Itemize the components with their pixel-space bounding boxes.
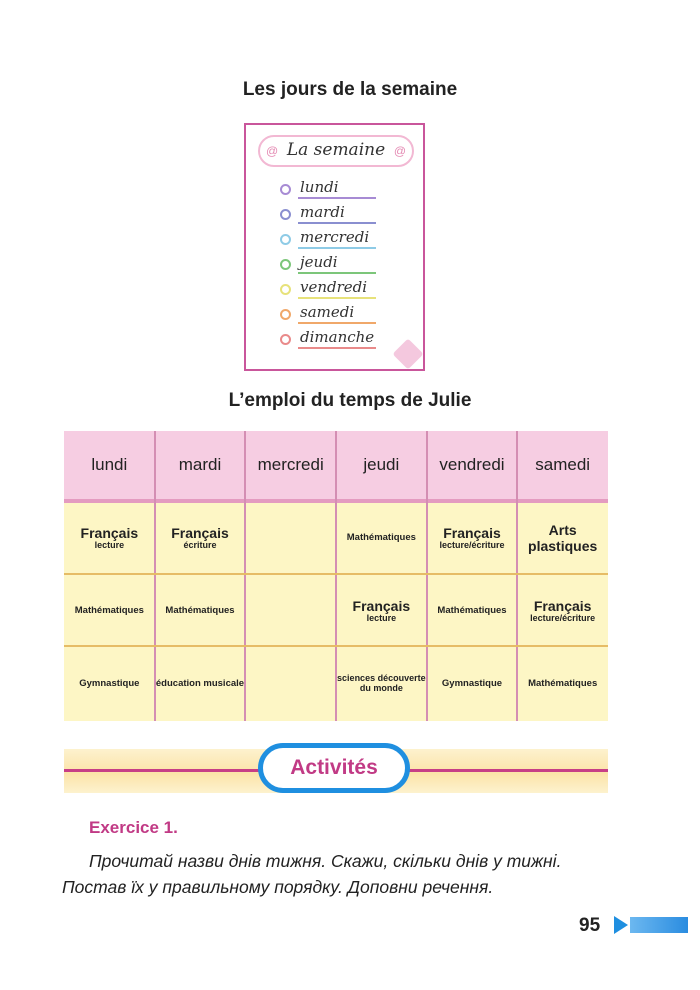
- timetable-cell: [64, 647, 155, 721]
- cell-mid-text: Mathématiques: [437, 605, 507, 617]
- timetable-cell: [64, 576, 155, 647]
- cell-mid-text: Mathématiques: [528, 677, 598, 689]
- timetable-cell: [427, 576, 518, 647]
- swirl-bullet-icon: [280, 234, 291, 245]
- cell-big-text: Français: [443, 524, 501, 541]
- day-underline: [298, 322, 376, 324]
- day-word: jeudi: [300, 253, 338, 271]
- week-card-title: La semaine: [286, 140, 386, 160]
- timetable-cell: [155, 576, 246, 647]
- timetable-header-cell: mercredi: [257, 455, 324, 474]
- cell-small-text: lecture/écriture: [439, 540, 505, 551]
- cell-big-text: Français: [80, 524, 139, 541]
- timetable-cell: [336, 647, 427, 721]
- cell-mid-text: Gymnastique: [79, 677, 140, 689]
- timetable-cell: [155, 647, 246, 721]
- timetable-title: L’emploi du temps de Julie: [228, 390, 472, 411]
- timetable-cell: [64, 503, 155, 574]
- page-arrow-icon: [614, 916, 628, 934]
- cell-big-text: Français: [171, 524, 229, 541]
- instruction-line-2: Постав їх у правильному порядку. Доповни речення.: [62, 877, 494, 897]
- timetable: [64, 431, 608, 721]
- cell-big-text: Français: [352, 597, 411, 614]
- swirl-bullet-icon: [280, 184, 291, 195]
- activities-heading: Activités: [258, 743, 410, 793]
- day-word: mardi: [300, 203, 345, 221]
- timetable-cell: [155, 503, 246, 574]
- swirl-bullet-icon: [280, 309, 291, 320]
- cell-small-text: lecture: [94, 540, 125, 551]
- timetable-cell: [245, 647, 336, 721]
- instruction-line-1: Прочитай назви днів тижня. Скажи, скільки днів у тижні.: [89, 851, 562, 871]
- day-underline: [298, 347, 376, 349]
- timetable-cell: [517, 576, 608, 647]
- cell-mid-text: Mathématiques: [165, 605, 235, 617]
- cell-mid-text: éducation musicale: [155, 677, 245, 689]
- timetable-cell: [427, 503, 518, 574]
- day-underline: [298, 222, 376, 224]
- timetable-cell: [517, 503, 608, 574]
- week-card-header: [258, 135, 414, 167]
- day-word: samedi: [300, 303, 355, 321]
- page-curl-icon: [392, 338, 423, 369]
- timetable-header-cell: samedi: [535, 455, 591, 474]
- cell-mid-text: Mathématiques: [74, 605, 144, 617]
- timetable-header-cell: mardi: [178, 455, 222, 474]
- cell-small-text: lecture: [366, 613, 397, 624]
- timetable-header-cell: vendredi: [439, 455, 505, 474]
- timetable-header-cell: jeudi: [363, 455, 400, 474]
- timetable-header-cell: lundi: [91, 455, 128, 474]
- week-card: [244, 123, 425, 371]
- cell-small-text: lecture/écriture: [530, 613, 596, 624]
- day-underline: [298, 247, 376, 249]
- cell-mid-text: Mathématiques: [346, 532, 416, 544]
- page-title: Les jours de la semaine: [242, 79, 458, 100]
- cell-big-text: Arts plastiques: [528, 522, 598, 554]
- day-word: dimanche: [300, 328, 375, 346]
- timetable-cell: [427, 647, 518, 721]
- timetable-cell: [336, 576, 427, 647]
- cell-small-text: écriture: [183, 540, 217, 551]
- day-word: vendredi: [300, 278, 368, 296]
- day-underline: [298, 297, 376, 299]
- day-underline: [298, 272, 376, 274]
- cell-big-text: Français: [533, 597, 592, 614]
- page-number: 95: [579, 915, 601, 936]
- swirl-right-icon: @: [393, 144, 406, 158]
- timetable-cell: [336, 503, 427, 574]
- day-word: mercredi: [300, 228, 370, 246]
- exercise-title: Exercice 1.: [89, 818, 178, 837]
- cell-small-text: sciences découverte du monde: [337, 673, 426, 693]
- timetable-cell: [517, 647, 608, 721]
- day-underline: [298, 197, 376, 199]
- timetable-cell: [245, 503, 336, 574]
- swirl-bullet-icon: [280, 284, 291, 295]
- swirl-left-icon: @: [266, 144, 279, 158]
- timetable-cell: [245, 576, 336, 647]
- day-word: lundi: [300, 178, 339, 196]
- swirl-bullet-icon: [280, 209, 291, 220]
- swirl-bullet-icon: [280, 334, 291, 345]
- page-bar: [630, 917, 688, 933]
- swirl-bullet-icon: [280, 259, 291, 270]
- cell-mid-text: Gymnastique: [441, 677, 503, 689]
